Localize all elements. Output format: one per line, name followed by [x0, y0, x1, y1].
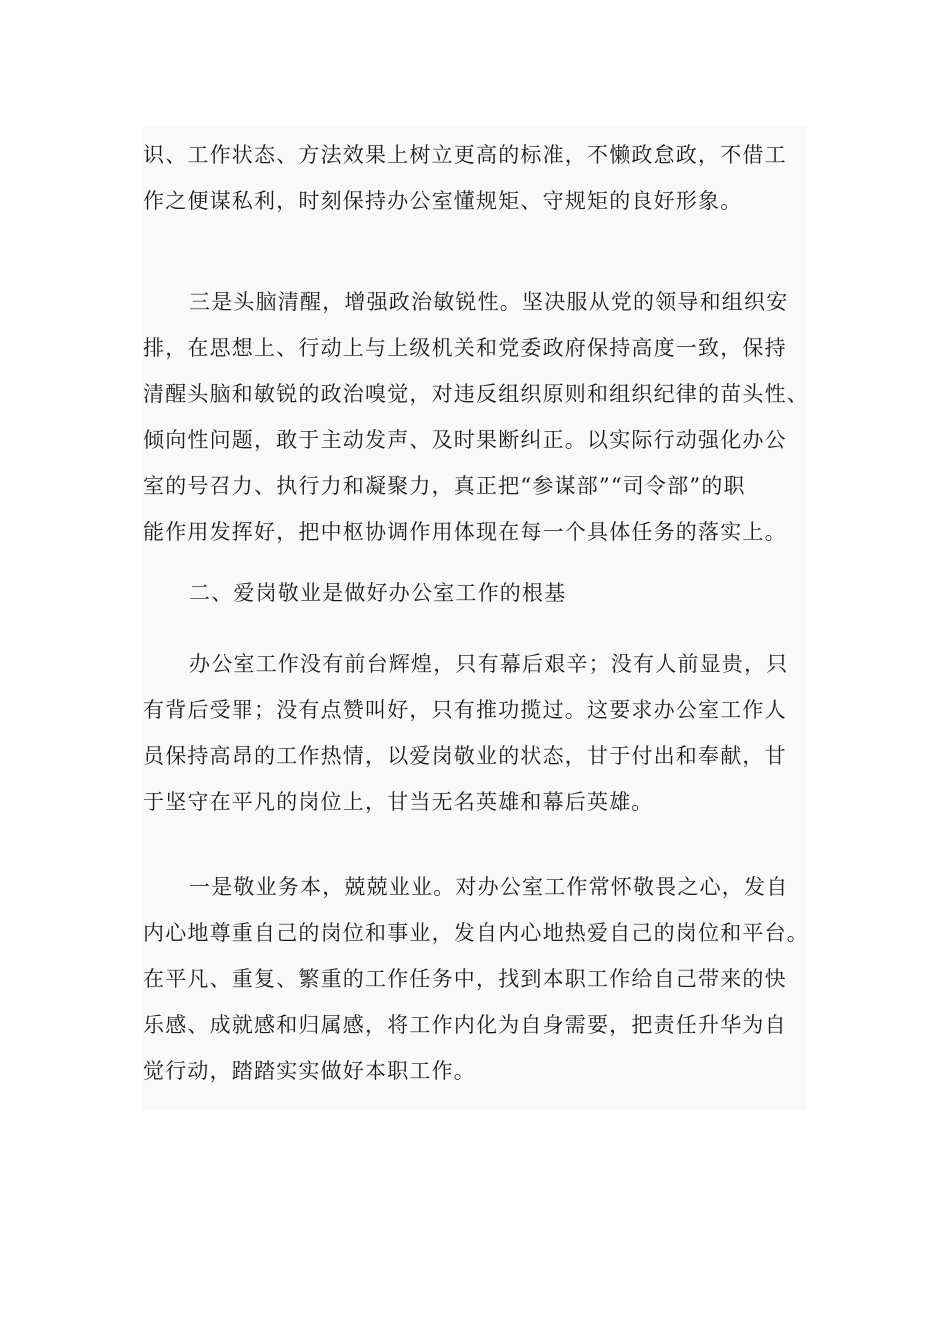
paragraph [143, 641, 788, 825]
text-line: 清醒头脑和敏锐的政治嗅觉，对违反组织原则和组织纪律的苗头性、 [143, 382, 809, 406]
text-line: 于坚守在平凡的岗位上，甘当无名英雄和幕后英雄。 [143, 790, 654, 814]
document-body [143, 126, 809, 1110]
text-line: 识、工作状态、方法效果上树立更高的标准，不懒政怠政，不借工 [143, 143, 787, 167]
section-heading [143, 570, 566, 616]
heading-line: 二、爱岗敬业是做好办公室工作的根基 [189, 581, 567, 605]
paragraph [143, 279, 809, 555]
text-line: 乐感、成就感和归属感，将工作内化为自身需要，把责任升华为自 [143, 1013, 787, 1037]
text-line: 内心地尊重自己的岗位和事业，发自内心地热爱自己的岗位和平台。 [143, 921, 809, 945]
text-line: 倾向性问题，敢于主动发声、及时果断纠正。以实际行动强化办公 [143, 428, 787, 452]
text-line: 办公室工作没有前台辉煌，只有幕后艰辛；没有人前显贵，只 [189, 652, 789, 676]
text-line: 在平凡、重复、繁重的工作任务中，找到本职工作给自己带来的快 [143, 967, 787, 991]
text-line: 能作用发挥好，把中枢协调作用体现在每一个具体任务的落实上。 [143, 520, 787, 544]
text-line: 觉行动，踏踏实实做好本职工作。 [143, 1059, 476, 1083]
text-line: 有背后受罪；没有点赞叫好，只有推功揽过。这要求办公室工作人 [143, 698, 787, 722]
text-line: 员保持高昂的工作热情，以爱岗敬业的状态，甘于付出和奉献，甘 [143, 744, 787, 768]
text-line: 排，在思想上、行动上与上级机关和党委政府保持高度一致，保持 [143, 336, 787, 360]
text-line: 作之便谋私利，时刻保持办公室懂规矩、守规矩的良好形象。 [143, 189, 743, 213]
text-line: 一是敬业务本，兢兢业业。对办公室工作常怀敬畏之心，发自 [189, 875, 789, 899]
text-line: 三是头脑清醒，增强政治敏锐性。坚决服从党的领导和组织安 [189, 290, 789, 314]
paragraph [143, 132, 787, 224]
paragraph [143, 864, 809, 1094]
text-line: 室的号召力、执行力和凝聚力，真正把“参谋部”“司令部”的职 [143, 474, 746, 498]
